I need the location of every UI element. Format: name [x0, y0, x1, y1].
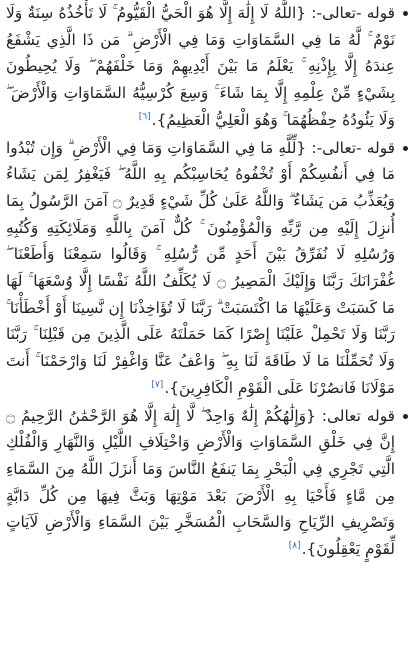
- footnote-link[interactable]: [٨]: [288, 540, 301, 551]
- verse-intro: قوله تعالى:: [315, 406, 395, 425]
- verse-intro: قوله -تعالى-:: [306, 138, 395, 157]
- footnote-link[interactable]: [٦]: [138, 111, 151, 122]
- quran-verse-text: {وَإِلَٰهُكُمْ إِلَٰهٌ وَاحِدٌ ۖ لَّا إِلَٰهَ إِلَّا هُوَ الرَّحْمَٰنُ الرَّحِيمُ ۝ إِنَّ فِي خَلْقِ السَّمَاوَاتِ وَالْأَرْضِ وَاخْتِلَافِ اللَّيْلِ وَالنَّهَارِ وَالْفُلْكِ الَّتِي تَجْرِي فِي الْبَحْرِ بِمَا يَنفَعُ النَّاسَ وَمَا أَنزَلَ اللَّهُ مِنَ السَّمَاءِ مِن مَّاءٍ فَأَحْيَا بِهِ الْأَرْضَ بَعْدَ مَوْتِهَا وَبَثَّ فِيهَا مِن كُلِّ دَابَّةٍ وَتَصْرِيفِ الرِّيَاحِ وَالسَّحَابِ الْمُسَخَّرِ بَيْنَ السَّمَاءِ وَالْأَرْضِ لَآيَاتٍ لِّقَوْمٍ يَعْقِلُونَ}.: [6, 406, 395, 559]
- footnote-link[interactable]: [٧]: [151, 379, 164, 390]
- quran-verse-text: {اللَّهُ لَا إِلَٰهَ إِلَّا هُوَ الْحَيُّ الْقَيُّومُ ۚ لَا تَأْخُذُهُ سِنَةٌ وَلَا نَوْمٌ ۚ لَّهُ مَا فِي السَّمَاوَاتِ وَمَا فِي الْأَرْضِ ۗ مَن ذَا الَّذِي يَشْفَعُ عِندَهُ إِلَّا بِإِذْنِهِ ۚ يَعْلَمُ مَا بَيْنَ أَيْدِيهِمْ وَمَا خَلْفَهُمْ ۖ وَلَا يُحِيطُونَ بِشَيْءٍ مِّنْ عِلْمِهِ إِلَّا بِمَا شَاءَ ۚ وَسِعَ كُرْسِيُّهُ السَّمَاوَاتِ وَالْأَرْضَ ۖ وَلَا يَئُودُهُ حِفْظُهُمَا ۚ وَهُوَ الْعَلِيُّ الْعَظِيمُ}.: [6, 4, 395, 129]
- footnote-ref[interactable]: [289, 541, 301, 551]
- footnote-ref[interactable]: [139, 112, 151, 122]
- quran-verse-text: {لِّلَّهِ مَا فِي السَّمَاوَاتِ وَمَا فِي الْأَرْضِ ۗ وَإِن تُبْدُوا مَا فِي أَنفُسِكُمْ أَوْ تُخْفُوهُ يُحَاسِبْكُم بِهِ اللَّهُ ۖ فَيَغْفِرُ لِمَن يَشَاءُ وَيُعَذِّبُ مَن يَشَاءُ ۗ وَاللَّهُ عَلَىٰ كُلِّ شَيْءٍ قَدِيرٌ ۝ آمَنَ الرَّسُولُ بِمَا أُنزِلَ إِلَيْهِ مِن رَّبِّهِ وَالْمُؤْمِنُونَ ۚ كُلٌّ آمَنَ بِاللَّهِ وَمَلَائِكَتِهِ وَكُتُبِهِ وَرُسُلِهِ لَا نُفَرِّقُ بَيْنَ أَحَدٍ مِّن رُّسُلِهِ ۚ وَقَالُوا سَمِعْنَا وَأَطَعْنَا ۖ غُفْرَانَكَ رَبَّنَا وَإِلَيْكَ الْمَصِيرُ ۝ لَا يُكَلِّفُ اللَّهُ نَفْسًا إِلَّا وُسْعَهَا ۚ لَهَا مَا كَسَبَتْ وَعَلَيْهَا مَا اكْتَسَبَتْ ۗ رَبَّنَا لَا تُؤَاخِذْنَا إِن نَّسِينَا أَوْ أَخْطَأْنَا ۚ رَبَّنَا وَلَا تَحْمِلْ عَلَيْنَا إِصْرًا كَمَا حَمَلْتَهُ عَلَى الَّذِينَ مِن قَبْلِنَا ۚ رَبَّنَا وَلَا تُحَمِّلْنَا مَا لَا طَاقَةَ لَنَا بِهِ ۖ وَاعْفُ عَنَّا وَاغْفِرْ لَنَا وَارْحَمْنَا ۚ أَنتَ مَوْلَانَا فَانصُرْنَا عَلَى الْقَوْمِ الْكَافِرِينَ}.: [6, 138, 395, 397]
- list-item: [6, 403, 409, 563]
- verse-intro: قوله -تعالى-:: [306, 4, 396, 22]
- list-item: [6, 0, 409, 134]
- list-item: [6, 135, 409, 402]
- footnote-ref[interactable]: [151, 380, 163, 390]
- verse-list: [6, 0, 409, 563]
